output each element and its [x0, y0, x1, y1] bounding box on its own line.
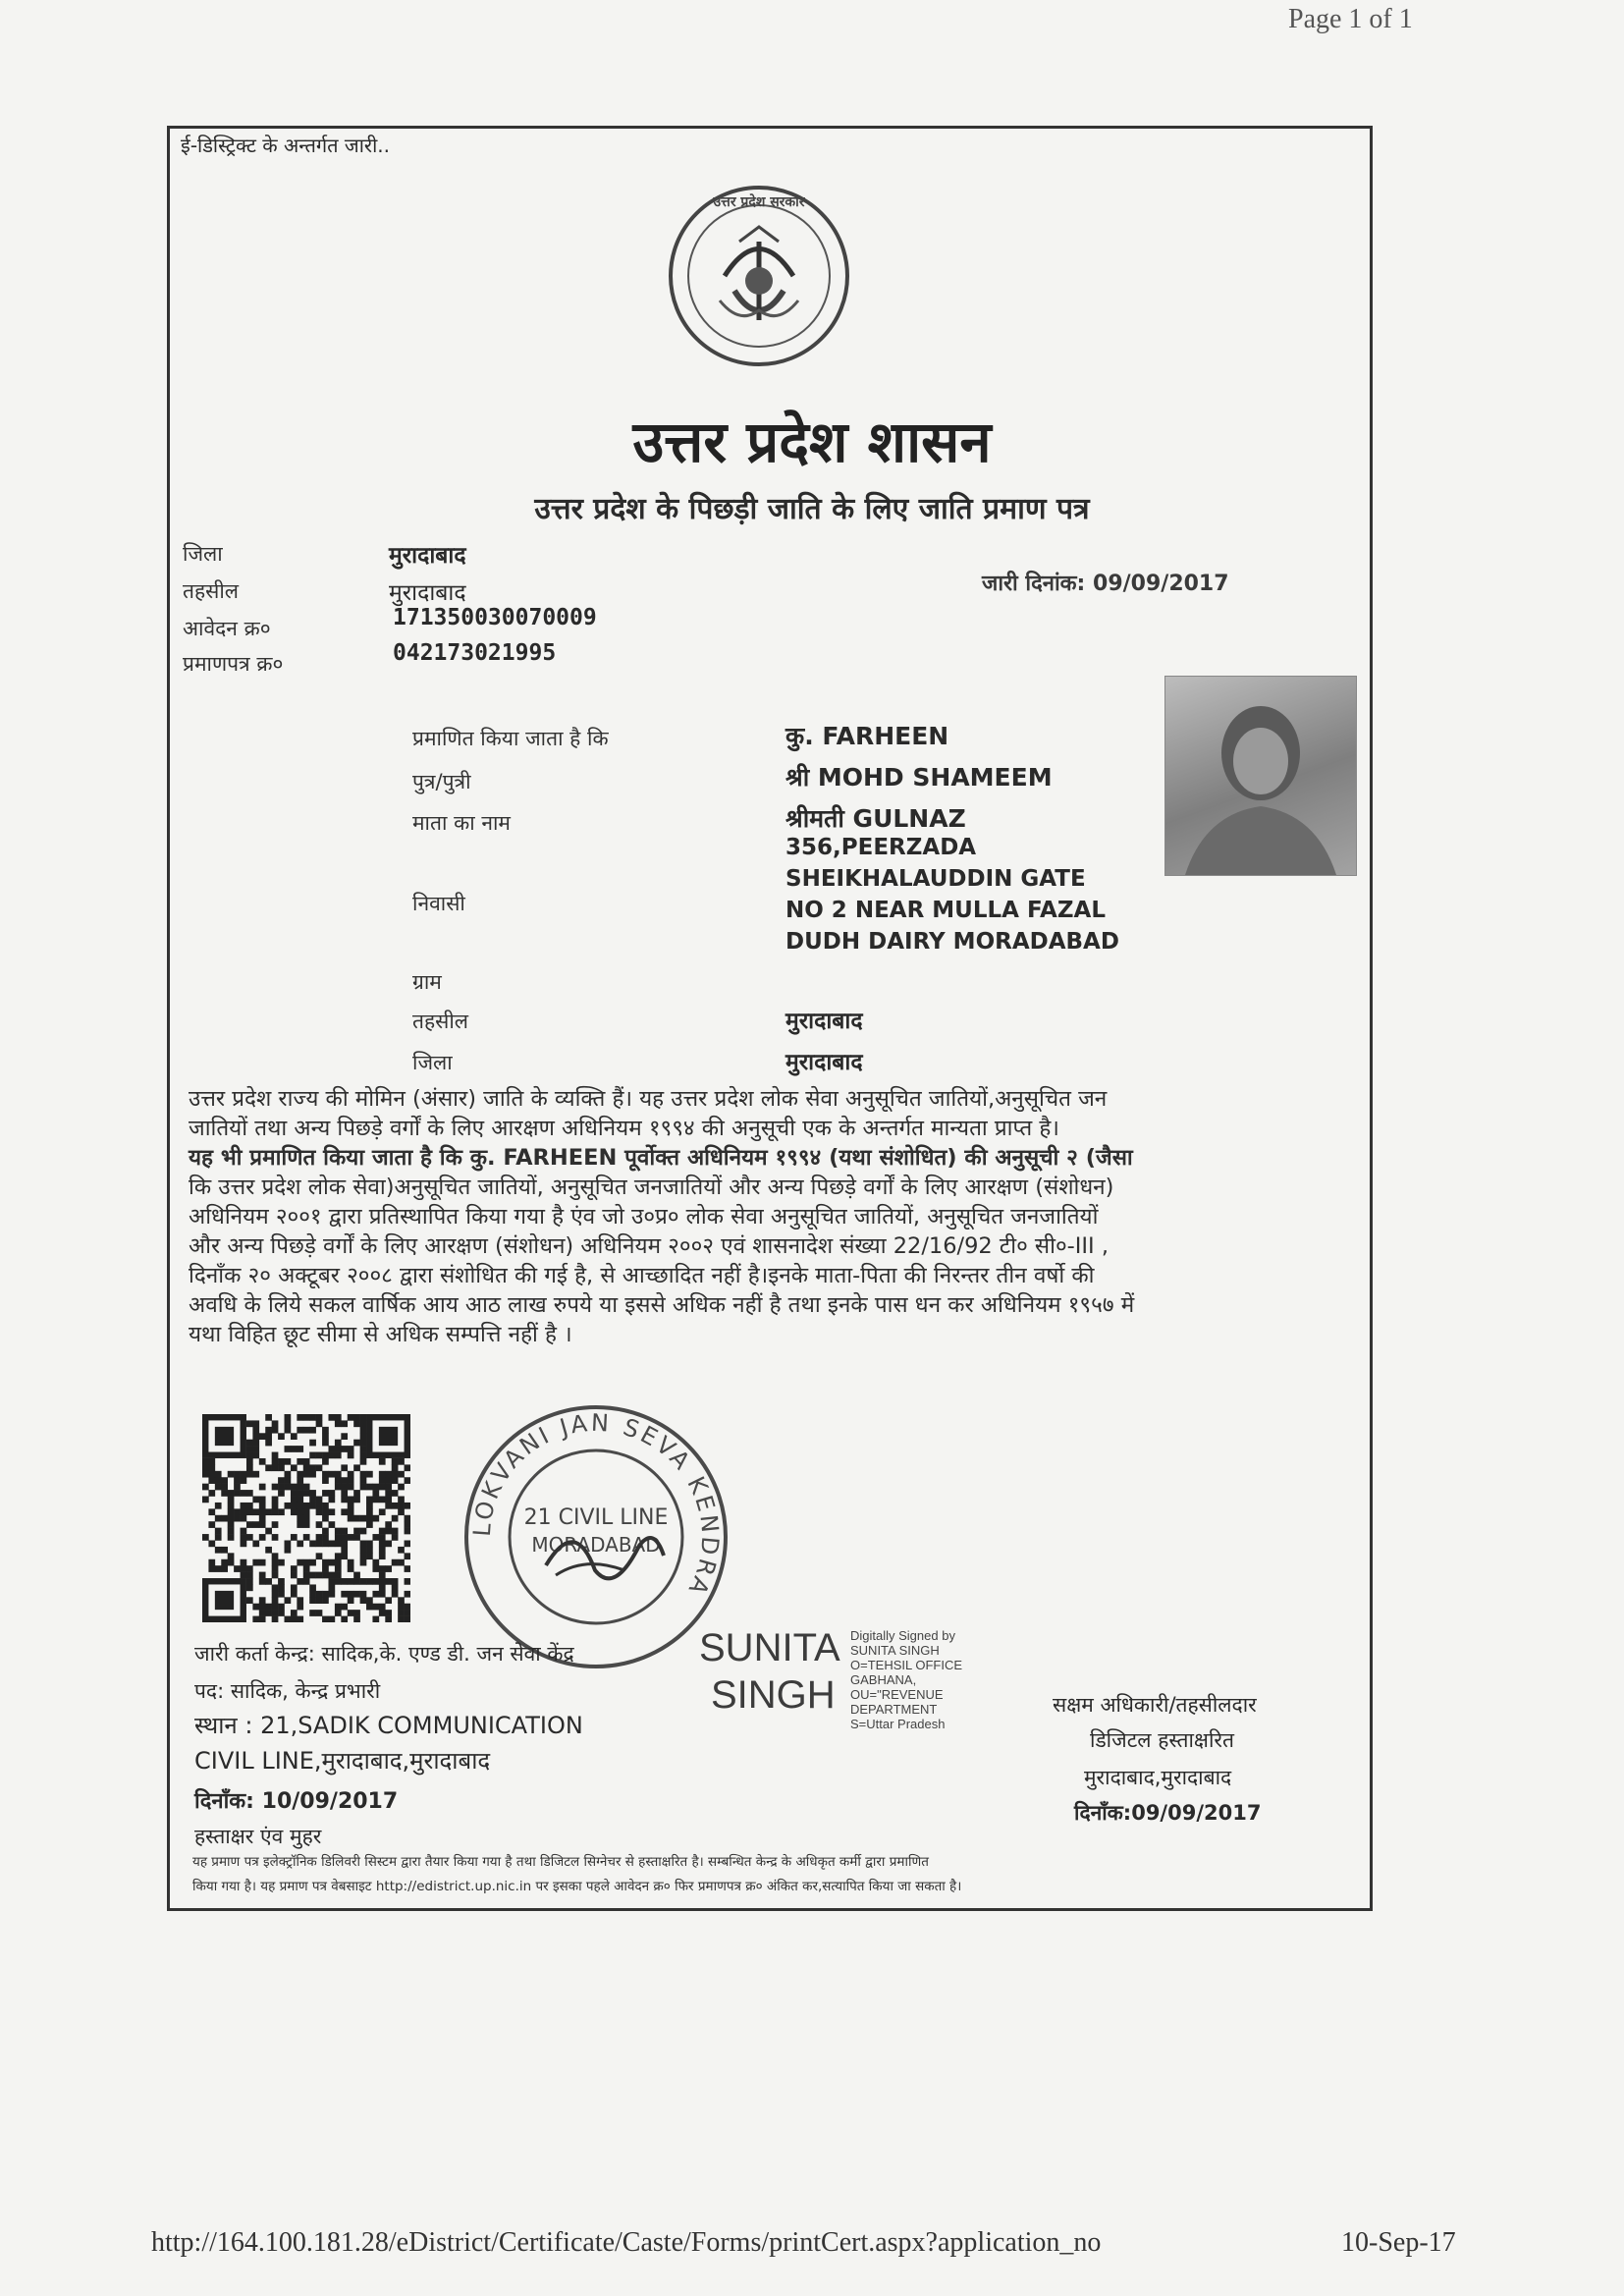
- mother-name: श्रीमती GULNAZ: [785, 804, 966, 833]
- print-footer-date: 10-Sep-17: [1341, 2227, 1456, 2258]
- resident-label: निवासी: [412, 892, 465, 915]
- digital-signature-name-1: SUNITA: [699, 1626, 840, 1669]
- body-paragraph-2-line-4: और अन्य पिछड़े वर्गों के लिए आरक्षण (संशोधन) अधिनियम २००२ एवं शासनादेश संख्या 22/16/92 टी० सी०-III ,: [189, 1233, 1109, 1259]
- authority-title: सक्षम अधिकारी/तहसीलदार: [1053, 1693, 1257, 1717]
- body-paragraph-2-line-3: अधिनियम २००१ द्वारा प्रतिस्थापित किया गया है एंव जो उ०प्र० लोक सेवा अनुसूचित जातियों, अनुसूचित जनजातियों: [189, 1204, 1099, 1230]
- address-line-4: DUDH DAIRY MORADABAD: [785, 929, 1119, 955]
- print-footer-url: http://164.100.181.28/eDistrict/Certificate/Caste/Forms/printCert.aspx?application_no: [151, 2227, 1102, 2258]
- sig-detail-line: S=Uttar Pradesh: [850, 1717, 946, 1731]
- applicant-photo: [1164, 676, 1357, 876]
- issued-under-line: ई-डिस्ट्रिक्ट के अन्तर्गत जारी..: [181, 134, 390, 157]
- application-no-label: आवेदन क्र०: [183, 617, 271, 640]
- tehsil-label: तहसील: [183, 579, 239, 603]
- address-line-2: SHEIKHALAUDDIN GATE: [785, 866, 1086, 892]
- body-paragraph-2-line-6: अवधि के लिये सकल वार्षिक आय आठ लाख रुपये या इससे अधिक नहीं है तथा इनके पास धन कर अधिनियम १९५७ में: [189, 1292, 1135, 1318]
- sig-detail-line: GABHANA,: [850, 1672, 917, 1687]
- village-label: ग्राम: [412, 970, 442, 994]
- certificate-footnote: [192, 1850, 1371, 1899]
- issuer-place-line-2: CIVIL LINE,मुरादाबाद,मुरादाबाद: [194, 1747, 491, 1775]
- body-paragraph-2-line-2: कि उत्तर प्रदेश लोक सेवा)अनुसूचित जातियों, अनुसूचित जनजातियों और अन्य पिछड़े वर्गों के लिए आरक्षण (संशोधन): [189, 1175, 1114, 1200]
- district-label-2: जिला: [412, 1051, 453, 1074]
- tehsil-label-2: तहसील: [412, 1010, 468, 1033]
- district-value-2: मुरादाबाद: [785, 1050, 863, 1075]
- authority-digital-signed: डिजिटल हस्ताक्षरित: [1090, 1728, 1234, 1752]
- certificate-no-value: 042173021995: [393, 640, 557, 666]
- digital-signature-details: [850, 1628, 962, 1731]
- certify-label: प्रमाणित किया जाता है कि: [412, 727, 609, 750]
- address-line-3: NO 2 NEAR MULLA FAZAL: [785, 898, 1106, 923]
- stamp-center-line-2: MORADABAD: [531, 1533, 661, 1557]
- application-no-value: 171350030070009: [393, 605, 597, 630]
- authority-place: मुरादाबाद,मुरादाबाद: [1084, 1766, 1232, 1789]
- sig-detail-line: DEPARTMENT: [850, 1702, 938, 1717]
- tehsil-value-2: मुरादाबाद: [785, 1009, 863, 1034]
- body-paragraph-2-line-7: यथा विहित छूट सीमा से अधिक सम्पत्ति नहीं है ।: [189, 1322, 572, 1347]
- issue-date: जारी दिनांक: 09/09/2017: [982, 572, 1229, 596]
- sig-detail-line: Digitally Signed by: [850, 1628, 955, 1643]
- issuer-place-line-1: स्थान : 21,SADIK COMMUNICATION: [194, 1712, 583, 1739]
- body-paragraph-1-line-1: उत्तर प्रदेश राज्य की मोमिन (अंसार) जाति के व्यक्ति हैं। यह उत्तर प्रदेश लोक सेवा अनुसूचित जातियों,अनुसूचित जन: [189, 1086, 1108, 1112]
- body-paragraph-2-line-5: दिनाँक २० अक्टूबर २००८ द्वारा संशोधित की गई है, से आच्छादित नहीं है।इनके माता-पिता की निरन्तर तीन वर्षो की: [189, 1263, 1095, 1288]
- authority-date: दिनाँक:09/09/2017: [1074, 1801, 1262, 1825]
- footnote-line-2: किया गया है। यह प्रमाण पत्र वेबसाइट http://edistrict.up.nic.in पर इसका पहले आवेदन क्र० फिर प्रमाणपत्र क्र० अंकित कर,सत्यापित किया जा सकता है।: [192, 1879, 962, 1894]
- applicant-name: कु. FARHEEN: [785, 722, 949, 750]
- sig-detail-line: O=TEHSIL OFFICE: [850, 1658, 963, 1672]
- certificate-subtitle: उत्तर प्रदेश के पिछड़ी जाति के लिए जाति प्रमाण पत्र: [534, 492, 1090, 526]
- certificate-body: [189, 1084, 1359, 1349]
- district-label: जिला: [183, 542, 223, 566]
- sig-detail-line: SUNITA SINGH: [850, 1643, 940, 1658]
- page-number-header: Page 1 of 1: [1288, 4, 1413, 34]
- relation-label: पुत्र/पुत्री: [412, 770, 471, 793]
- tehsil-value: मुरादाबाद: [389, 580, 466, 606]
- district-value: मुरादाबाद: [389, 543, 466, 569]
- mother-label: माता का नाम: [412, 811, 511, 835]
- address-line-1: 356,PEERZADA: [785, 835, 977, 860]
- issuer-centre: जारी कर्ता केन्द्र: सादिक,के. एण्ड डी. जन सेवा केंद्र: [194, 1642, 574, 1666]
- issuer-sign-label: हस्ताक्षर एंव मुहर: [194, 1825, 322, 1848]
- emblem-ring-text: उत्तर प्रदेश सरकार: [713, 194, 805, 210]
- jan-seva-kendra-stamp: [458, 1398, 734, 1675]
- certificate-no-label: प्रमाणपत्र क्र०: [183, 652, 284, 676]
- digital-signature-name-2: SINGH: [711, 1673, 836, 1717]
- issuer-date: दिनाँक: 10/09/2017: [194, 1789, 399, 1814]
- footnote-line-1: यह प्रमाण पत्र इलेक्ट्रॉनिक डिलिवरी सिस्टम द्वारा तैयार किया गया है तथा डिजिटल सिग्नेचर से हस्ताक्षरित है। सम्बन्धित केन्द्र के अधिकृत कर्मी द्वारा प्रमाणित: [192, 1854, 929, 1870]
- issuer-designation: पद: सादिक, केन्द्र प्रभारी: [194, 1679, 381, 1703]
- body-paragraph-2-line-1: यह भी प्रमाणित किया जाता है कि कु. FARHEEN पूर्वोक्त अधिनियम १९९४ (यथा संशोधित) की अनुसूची २ (जैसा: [189, 1145, 1133, 1171]
- body-paragraph-1-line-2: जातियों तथा अन्य पिछड़े वर्गों के लिए आरक्षण अधिनियम १९९४ की अनुसूची एक के अन्तर्गत मान्यता प्राप्त है।: [189, 1116, 1059, 1141]
- verification-qr-code: [202, 1414, 410, 1622]
- certificate-title: उत्तर प्रदेश शासन: [632, 409, 992, 475]
- father-name: श्री MOHD SHAMEEM: [785, 763, 1053, 792]
- stamp-ring-text: LOKVANI JAN SEVA KENDRA: [467, 1408, 725, 1602]
- stamp-center-line-1: 21 CIVIL LINE: [523, 1505, 669, 1530]
- sig-detail-line: OU="REVENUE: [850, 1687, 944, 1702]
